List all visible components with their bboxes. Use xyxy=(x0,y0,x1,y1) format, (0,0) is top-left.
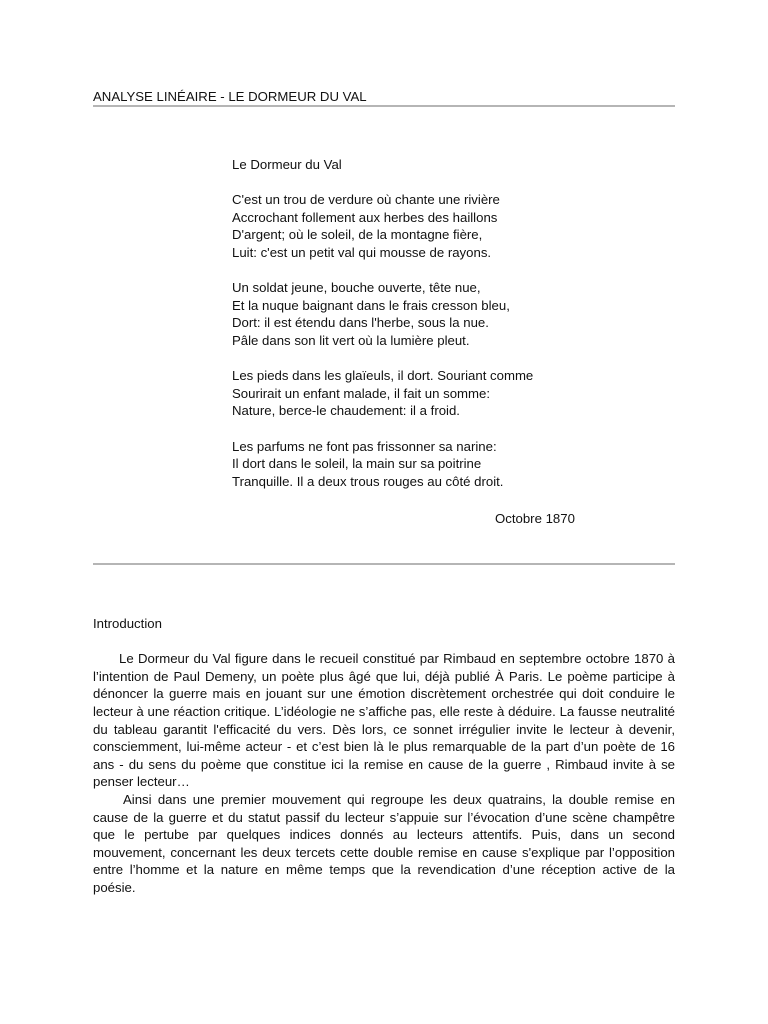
poem-stanza-2 xyxy=(232,279,592,349)
poem xyxy=(232,156,592,508)
introduction-section xyxy=(93,615,675,897)
section-divider xyxy=(93,563,675,565)
poem-line: Nature, berce-le chaudement: il a froid. xyxy=(232,403,460,419)
poem-line: D'argent; où le soleil, de la montagne fière, xyxy=(232,227,483,243)
poem-line: Dort: il est étendu dans l'herbe, sous la nue. xyxy=(232,315,489,331)
poem-line: Les pieds dans les glaïeuls, il dort. Souriant comme xyxy=(232,368,534,384)
poem-line: Il dort dans le soleil, la main sur sa poitrine xyxy=(232,456,482,472)
poem-line: Un soldat jeune, bouche ouverte, tête nue, xyxy=(232,280,481,296)
poem-line: Luit: c'est un petit val qui mousse de rayons. xyxy=(232,244,492,260)
poem-stanza-4 xyxy=(232,438,592,491)
intro-paragraph-2: Ainsi dans une premier mouvement qui regroupe les deux quatrains, la double remise en cause de la guerre et du statut passif du lecteur s’appuie sur l’évocation d’une scène champêtre que le pertube par quelques indices donnés au lecteurs attentifs. Puis, dans un second mouvement, concernant les deux tercets cette double remise en cause s'explique par l’opposition entre l’homme et la nature en même temps que la revendication d’une réception active de la poésie. xyxy=(93,791,675,895)
poem-date: Octobre 1870 xyxy=(495,511,575,526)
poem-line: Tranquille. Il a deux trous rouges au côté droit. xyxy=(232,473,504,489)
poem-stanza-1 xyxy=(232,191,592,261)
header-divider xyxy=(93,105,675,107)
poem-line: Accrochant follement aux herbes des haillons xyxy=(232,209,498,225)
poem-line: Les parfums ne font pas frissonner sa narine: xyxy=(232,438,497,454)
poem-line: Pâle dans son lit vert où la lumière pleut. xyxy=(232,332,470,348)
document-header: ANALYSE LINÉAIRE - LE DORMEUR DU VAL xyxy=(93,89,367,104)
poem-title: Le Dormeur du Val xyxy=(232,157,342,172)
poem-line: Et la nuque baignant dans le frais cresson bleu, xyxy=(232,297,510,313)
poem-stanza-3 xyxy=(232,367,592,420)
section-heading: Introduction xyxy=(93,616,162,631)
poem-line: C'est un trou de verdure où chante une rivière xyxy=(232,192,500,208)
intro-paragraph-1: Le Dormeur du Val figure dans le recueil constitué par Rimbaud en septembre octobre 1870 à l’intention de Paul Demeny, un poète plus âgé que lui, déjà publié À Paris. Le poème participe à dénoncer la guerre mais en jouant sur une émotion discrètement orchestrée qui doit conduire le lecteur à une réaction critique. L’idéologie ne s’affiche pas, elle reste à déduire. La fausse neutralité du tableau garantit l'efficacité du vers. Dès lors, ce sonnet irrégulier invite le lecteur à devenir, consciemment, lui-même acteur - et c’est bien là le plus remarquable de la part d’un poète de 16 ans - du sens du poème que constitue ici la remise en cause de la guerre , Rimbaud invite à se penser lecteur… xyxy=(93,651,675,790)
poem-line: Sourirait un enfant malade, il fait un somme: xyxy=(232,385,491,401)
